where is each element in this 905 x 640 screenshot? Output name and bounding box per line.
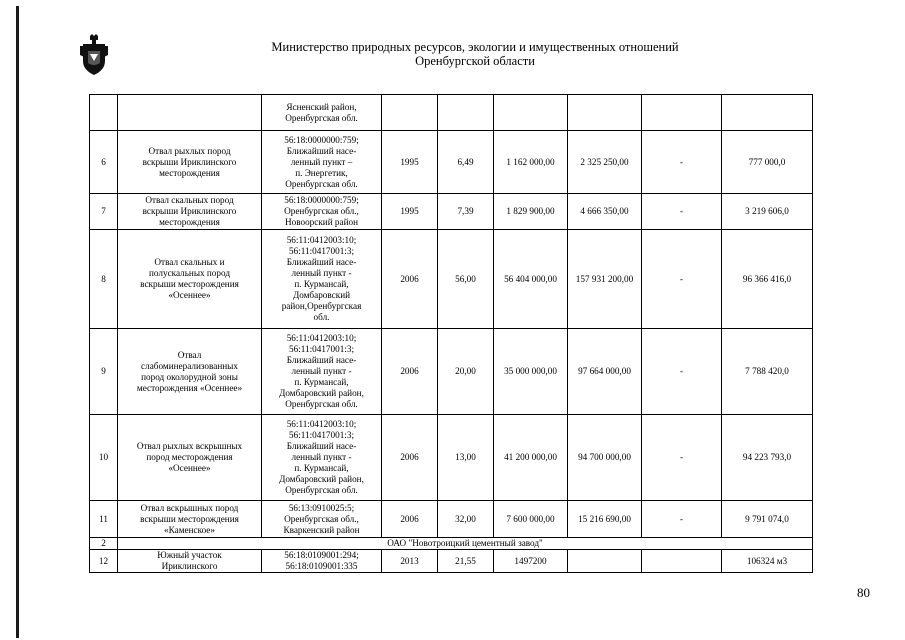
cell-text-line: Южный участок xyxy=(157,550,222,560)
value-cell: 97 664 000,00 xyxy=(568,329,642,415)
object-name xyxy=(118,194,262,230)
cell-text-line: Новоорский район xyxy=(284,217,359,227)
location-cell xyxy=(262,415,382,501)
year-cell: 2006 xyxy=(382,501,438,538)
table-row xyxy=(90,131,813,194)
cell-text-line: 56:11:0412003:10; xyxy=(286,333,357,343)
location-cell xyxy=(262,550,382,573)
cell-text-line: 56:11:0412003:10; xyxy=(286,419,357,429)
cell-text-line: Ближайший насе- xyxy=(286,257,357,267)
cell-text-line: Ириклинского xyxy=(161,561,218,571)
year-cell: 2013 xyxy=(382,550,438,573)
value-cell: 94 223 793,0 xyxy=(722,415,813,501)
table-row xyxy=(90,501,813,538)
section-row xyxy=(90,538,813,550)
value-cell: 1 162 000,00 xyxy=(494,131,568,194)
year-cell: 2006 xyxy=(382,230,438,329)
value-cell: 157 931 200,00 xyxy=(568,230,642,329)
area-cell: 13,00 xyxy=(438,415,494,501)
year-cell: 2006 xyxy=(382,415,438,501)
value-cell: 7 788 420,0 xyxy=(722,329,813,415)
value-cell: - xyxy=(642,501,722,538)
cell-text-line: Оренбургская обл. xyxy=(285,178,358,189)
value-cell: 2 325 250,00 xyxy=(568,131,642,194)
waste-dumps-table xyxy=(89,94,813,573)
cell-text-line: обл. xyxy=(313,312,330,322)
value-cell xyxy=(642,550,722,573)
cell-text-line: п. Курмансай, xyxy=(294,377,349,387)
area-cell: 32,00 xyxy=(438,501,494,538)
cell-text-line: 56:18:0000000:759; xyxy=(284,134,359,145)
cell-text-line: 56:18:0109001:294; xyxy=(284,550,359,560)
row-number: 12 xyxy=(90,550,118,573)
cell-text-line: месторождения xyxy=(159,217,220,227)
location-cell xyxy=(262,194,382,230)
location-cell xyxy=(262,501,382,538)
cell-text-line: 56:11:0412003:10; xyxy=(286,235,357,245)
cell-text-line: п. Энергетик, xyxy=(295,167,348,178)
cell-text-line: Домбаровский район, xyxy=(279,388,364,398)
cell-text-line: 56:18:0109001:335 xyxy=(285,561,358,571)
year-cell: 1995 xyxy=(382,131,438,194)
cell-text-line: полускальных пород xyxy=(149,268,230,278)
location-cell xyxy=(262,95,382,131)
table-row xyxy=(90,230,813,329)
row-number: 6 xyxy=(90,131,118,194)
value-cell: 56 404 000,00 xyxy=(494,230,568,329)
table-row xyxy=(90,415,813,501)
value-cell: 9 791 074,0 xyxy=(722,501,813,538)
cell-text-line: Оренбургская обл. xyxy=(285,485,358,495)
cell-text-line: Отвал скальных пород xyxy=(145,195,234,205)
document-header xyxy=(230,40,720,68)
cell-text-line: Домбаровский район, xyxy=(279,474,364,484)
cell-text-line: пород месторождения xyxy=(146,452,233,462)
cell-text-line: пород околорудной зоны xyxy=(141,371,238,382)
header-ministry-line: Министерство природных ресурсов, экологии и имущественных отношений xyxy=(271,40,679,54)
cell-text-line: Кваркенский район xyxy=(283,524,360,535)
area-cell: 21,55 xyxy=(438,550,494,573)
cell-text-line: Оренбургская обл., xyxy=(284,206,359,216)
cell-text-line: п. Курмансай, xyxy=(294,463,349,473)
value-cell: 1 829 900,00 xyxy=(494,194,568,230)
value-cell: 4 666 350,00 xyxy=(568,194,642,230)
year-cell: 2006 xyxy=(382,329,438,415)
row-number: 8 xyxy=(90,230,118,329)
value-cell xyxy=(568,550,642,573)
object-name xyxy=(118,131,262,194)
cell-text-line: Ближайший насе- xyxy=(286,355,357,365)
value-cell: 1497200 xyxy=(494,550,568,573)
table-row-continuation xyxy=(90,95,813,131)
cell-text-line: месторождения xyxy=(159,167,220,178)
cell-text-line: Отвал xyxy=(177,349,202,360)
cell-text-line: «Каменское» xyxy=(164,524,215,535)
cell-text-line: район,Оренбургская xyxy=(281,301,362,311)
value-cell: - xyxy=(642,230,722,329)
area-cell: 56,00 xyxy=(438,230,494,329)
area-cell: 20,00 xyxy=(438,329,494,415)
cell-text-line: вскрыши Ириклинского xyxy=(142,156,237,167)
location-cell xyxy=(262,131,382,194)
cell-text-line: Отвал рыхлых пород xyxy=(148,145,231,156)
year-cell: 1995 xyxy=(382,194,438,230)
page-number: 80 xyxy=(857,585,870,600)
cell-text-line: Оренбургская обл., xyxy=(284,513,359,524)
cell-text-line: «Осеннее» xyxy=(168,290,211,300)
cell-text-line: Ближайший насе- xyxy=(286,441,357,451)
cell-text-line: вскрыши месторождения xyxy=(140,513,239,524)
location-cell xyxy=(262,230,382,329)
cell-text-line: ленный пункт - xyxy=(291,366,352,376)
value-cell: 41 200 000,00 xyxy=(494,415,568,501)
cell-text-line: 56:11:0417001:3; xyxy=(289,430,354,440)
object-name xyxy=(118,415,262,501)
value-cell: 3 219 606,0 xyxy=(722,194,813,230)
cell-text-line: слабоминерализованных xyxy=(141,360,238,371)
cell-text-line: Оренбургская обл. xyxy=(285,112,358,123)
cell-text-line: ленный пункт - xyxy=(291,452,352,462)
table-row xyxy=(90,194,813,230)
row-number: 11 xyxy=(90,501,118,538)
cell-text-line: п. Курмансай, xyxy=(294,279,349,289)
value-cell: 7 600 000,00 xyxy=(494,501,568,538)
section-number: 2 xyxy=(90,538,118,550)
cell-text-line: «Осеннее» xyxy=(168,463,211,473)
cell-text-line: 56:13:0910025:5; xyxy=(288,502,355,513)
object-name xyxy=(118,230,262,329)
value-cell: 777 000,0 xyxy=(722,131,813,194)
cell-text-line: Ясненский район, xyxy=(286,101,357,112)
cell-text-line: месторождения «Осеннее» xyxy=(136,382,243,393)
cell-text-line: вскрыши месторождения xyxy=(140,279,239,289)
cell-text-line: вскрыши Ириклинского xyxy=(142,206,237,216)
object-name xyxy=(118,501,262,538)
table-row xyxy=(90,329,813,415)
cell-text-line: Домбаровский xyxy=(292,290,351,300)
section-title: ОАО "Новотроицкий цементный завод" xyxy=(118,538,813,550)
row-number: 9 xyxy=(90,329,118,415)
value-cell: - xyxy=(642,131,722,194)
scan-edge-bar xyxy=(16,6,19,638)
value-cell: 15 216 690,00 xyxy=(568,501,642,538)
value-cell: 35 000 000,00 xyxy=(494,329,568,415)
value-cell: 94 700 000,00 xyxy=(568,415,642,501)
cell-text-line: Отвал вскрышных пород xyxy=(140,502,239,513)
row-number: 10 xyxy=(90,415,118,501)
cell-text-line: 56:18:0000000:759; xyxy=(284,195,359,205)
area-cell: 6,49 xyxy=(438,131,494,194)
value-cell: - xyxy=(642,415,722,501)
object-name xyxy=(118,550,262,573)
value-cell: - xyxy=(642,329,722,415)
value-cell: 106324 м3 xyxy=(722,550,813,573)
cell-text-line: ленный пункт - xyxy=(291,268,352,278)
cell-text-line: 56:11:0417001:3; xyxy=(289,246,354,256)
value-cell: 96 366 416,0 xyxy=(722,230,813,329)
table-row xyxy=(90,550,813,573)
cell-text-line: Оренбургская обл. xyxy=(285,399,358,409)
cell-text-line: Ближайший насе- xyxy=(286,145,357,156)
cell-text-line: 56:11:0417001:3; xyxy=(289,344,354,354)
coat-of-arms-icon xyxy=(79,33,109,77)
area-cell: 7,39 xyxy=(438,194,494,230)
row-number: 7 xyxy=(90,194,118,230)
object-name xyxy=(118,329,262,415)
cell-text-line: ленный пункт – xyxy=(290,156,353,167)
header-region-line: Оренбургской области xyxy=(415,54,535,68)
location-cell xyxy=(262,329,382,415)
value-cell: - xyxy=(642,194,722,230)
cell-text-line: Отвал скальных и xyxy=(154,257,225,267)
cell-text-line: Отвал рыхлых вскрышных xyxy=(136,441,243,451)
